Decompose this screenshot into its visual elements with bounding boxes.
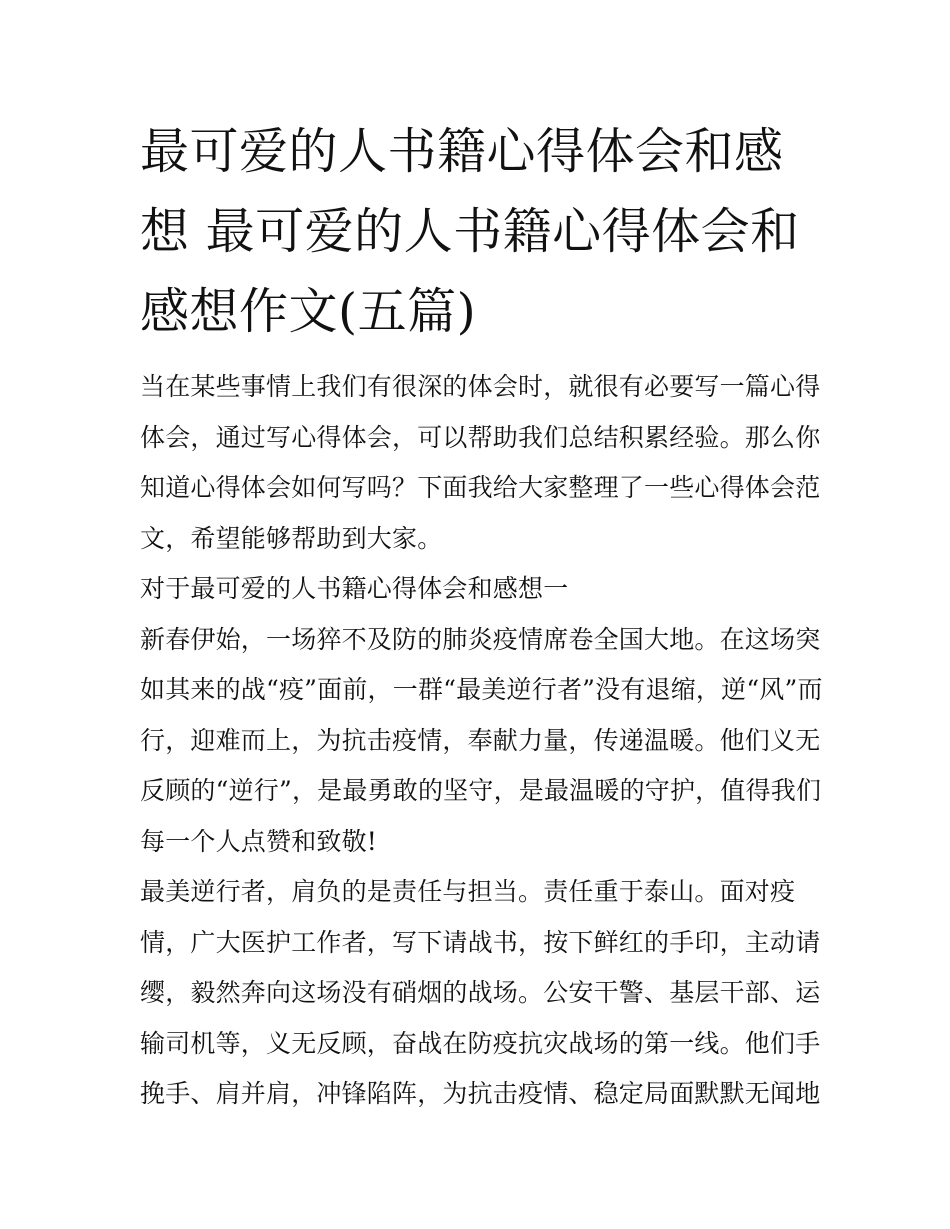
text-line: 每一个人点赞和致敬! [140, 826, 378, 856]
text-line: 当在某些事情上我们有很深的体会时，就很有必要写一篇心得 [140, 372, 821, 401]
text-line: 新春伊始，一场猝不及防的肺炎疫情席卷全国大地。在这场突 [140, 624, 821, 654]
document-content [140, 112, 823, 1120]
title-line: 感想作文(五篇) [140, 283, 477, 340]
text-line: 如其来的战“疫”面前，一群“最美逆行者”没有退缩，逆“风”而 [140, 675, 823, 704]
text-line: 挽手、肩并肩，冲锋陷阵，为抗击疫情、稳定局面默默无闻地 [140, 1079, 821, 1108]
intro-paragraph [140, 362, 821, 564]
text-line: 输司机等，义无反顾，奋战在防疫抗灾战场的第一线。他们手 [140, 1028, 821, 1058]
body-paragraph-2 [140, 867, 821, 1120]
text-line: 最美逆行者，肩负的是责任与担当。责任重于泰山。面对疫 [140, 877, 796, 906]
text-line: 情，广大医护工作者，写下请战书，按下鲜红的手印，主动请 [140, 927, 821, 957]
body-paragraph-1 [140, 615, 823, 868]
section-heading: 对于最可爱的人书籍心得体会和感想一 [140, 574, 569, 603]
title-line: 最可爱的人书籍心得体会和感 [140, 123, 784, 180]
text-line: 体会，通过写心得体会，可以帮助我们总结积累经验。那么你 [140, 422, 821, 452]
text-line: 反顾的“逆行”，是最勇敢的坚守，是最温暖的守护，值得我们 [140, 776, 822, 805]
text-line: 行，迎难而上，为抗击疫情，奉献力量，传递温暖。他们义无 [140, 725, 821, 755]
document-title [140, 112, 816, 352]
text-line: 文，希望能够帮助到大家。 [140, 523, 443, 553]
text-line: 知道心得体会如何写吗？下面我给大家整理了一些心得体会范 [140, 473, 821, 502]
title-line: 想 最可爱的人书籍心得体会和 [140, 203, 800, 260]
document-body [140, 362, 823, 1120]
text-line: 缨，毅然奔向这场没有硝烟的战场。公安干警、基层干部、运 [140, 978, 821, 1007]
